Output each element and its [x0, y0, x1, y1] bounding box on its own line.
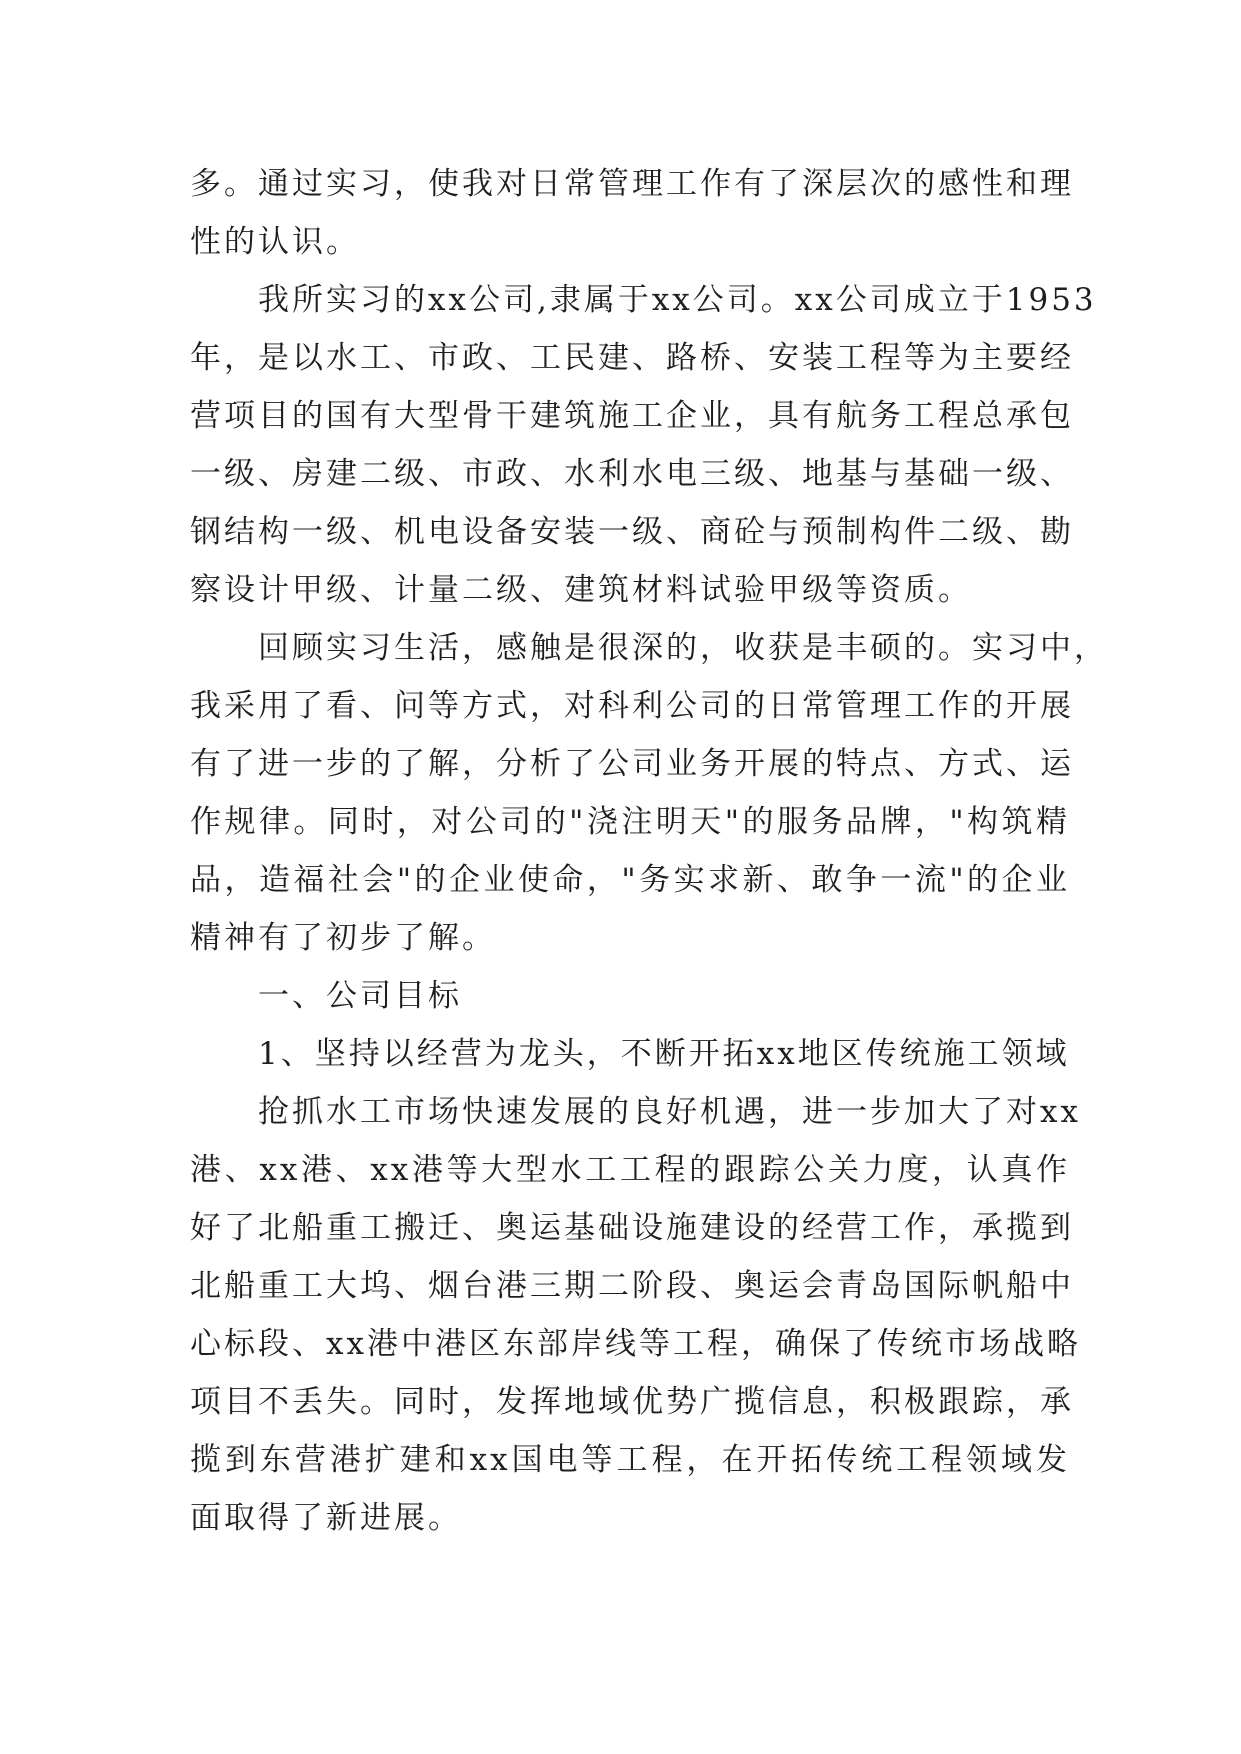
section-heading: 一、公司目标 — [258, 978, 462, 1014]
text-line: 营项目的国有大型骨干建筑施工企业，具有航务工程总承包 — [190, 398, 1074, 434]
text-line: 钢结构一级、机电设备安装一级、商砼与预制构件二级、勘 — [190, 514, 1074, 550]
text-line: 好了北船重工搬迁、奥运基础设施建设的经营工作，承揽到 — [190, 1210, 1074, 1246]
text-line: 察设计甲级、计量二级、建筑材料试验甲级等资质。 — [190, 572, 972, 608]
text-line: 我所实习的xx公司,隶属于xx公司。xx公司成立于1953 — [258, 282, 1097, 318]
text-line: 回顾实习生活，感触是很深的，收获是丰硕的。实习中， — [258, 630, 1108, 666]
subsection-heading: 1、坚持以经营为龙头，不断开拓xx地区传统施工领域 — [258, 1036, 1070, 1072]
text-line: 面取得了新进展。 — [190, 1500, 462, 1536]
document-body — [190, 155, 1108, 1547]
text-line: 心标段、xx港中港区东部岸线等工程，确保了传统市场战略 — [190, 1326, 1081, 1362]
paragraph-continuation — [190, 155, 1074, 271]
section-heading-company-goals — [190, 967, 1070, 1025]
text-line: 抢抓水工市场快速发展的良好机遇，进一步加大了对xx — [258, 1094, 1081, 1130]
paragraph-market-development — [190, 1083, 1081, 1547]
text-line: 一级、房建二级、市政、水利水电三级、地基与基础一级、 — [190, 456, 1074, 492]
paragraph-company-intro — [190, 271, 1097, 619]
text-line: 揽到东营港扩建和xx国电等工程，在开拓传统工程领域发 — [190, 1442, 1070, 1478]
text-line: 年，是以水工、市政、工民建、路桥、安装工程等为主要经 — [190, 340, 1074, 376]
subsection-heading-1 — [190, 1025, 1070, 1083]
text-line: 港、xx港、xx港等大型水工工程的跟踪公关力度，认真作 — [190, 1152, 1070, 1188]
text-line: 北船重工大坞、烟台港三期二阶段、奥运会青岛国际帆船中 — [190, 1268, 1074, 1304]
text-line: 多。通过实习，使我对日常管理工作有了深层次的感性和理 — [190, 166, 1074, 202]
text-line: 我采用了看、问等方式，对科利公司的日常管理工作的开展 — [190, 688, 1074, 724]
paragraph-internship-review — [190, 619, 1108, 967]
text-line: 有了进一步的了解，分析了公司业务开展的特点、方式、运 — [190, 746, 1074, 782]
text-line: 精神有了初步了解。 — [190, 920, 496, 956]
text-line: 品，造福社会"的企业使命，"务实求新、敢争一流"的企业 — [190, 862, 1070, 898]
text-line: 项目不丢失。同时，发挥地域优势广揽信息，积极跟踪，承 — [190, 1384, 1074, 1420]
text-line: 性的认识。 — [190, 224, 360, 260]
text-line: 作规律。同时，对公司的"浇注明天"的服务品牌，"构筑精 — [190, 804, 1070, 840]
